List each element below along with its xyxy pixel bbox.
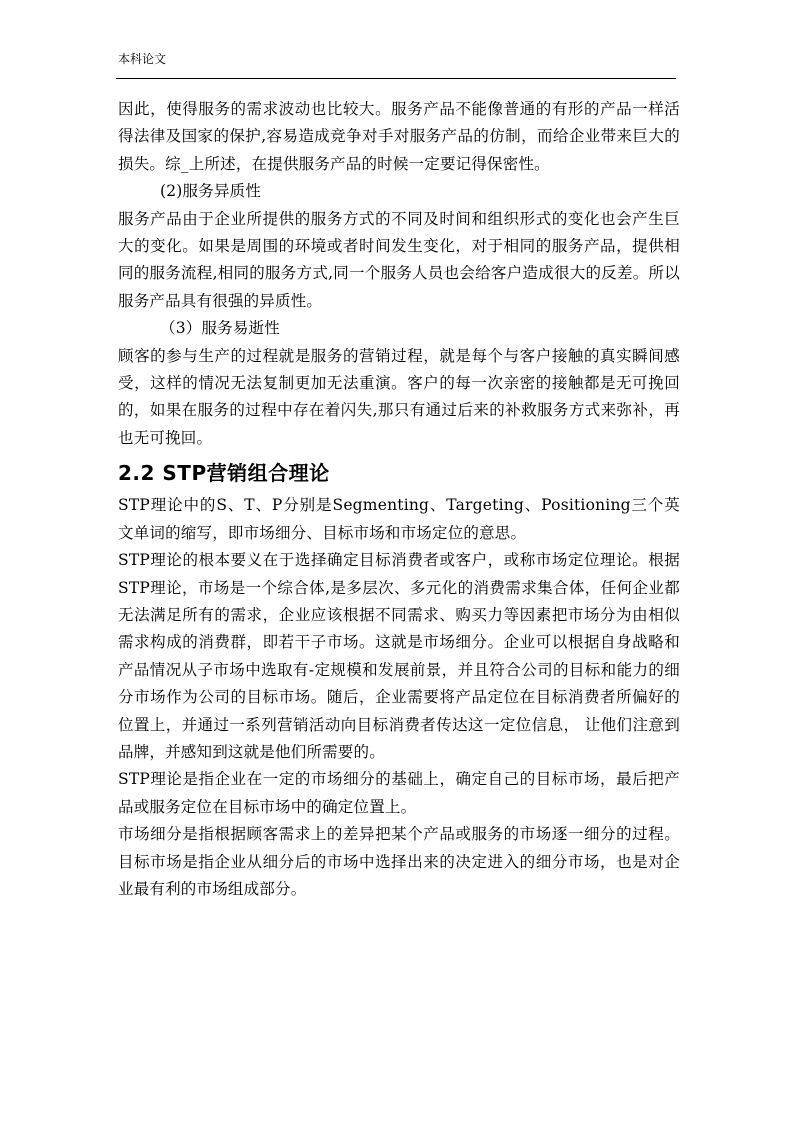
paragraph-stp-summary: STP理论是指企业在一定的市场细分的基础上，确定自己的目标市场，最后把产品或服务定位在目标市场中的确定位置上。: [118, 770, 680, 816]
paragraph-segmentation: 市场细分是指根据顾客需求上的差异把某个产品或服务的市场逐一细分的过程。目标市场是指企业从细分后的市场中选择出来的决定进入的细分市场，也是对企业最有利的市场组成部分。: [118, 825, 680, 898]
paragraph-perishability: 顾客的参与生产的过程就是服务的营销过程，就是每个与客户接触的真实瞬间感受，这样的情况无法复制更加无法重演。客户的每一次亲密的接触都是无可挽回的，如果在服务的过程中存在着闪失,那只有通过后来的补救服务方式来弥补，再也无可挽回。: [118, 346, 680, 447]
paragraph-confidentiality: 因此，使得服务的需求波动也比较大。服务产品不能像普通的有形的产品一样活得法律及国家的保护,容易造成竞争对手对服务产品的仿制，而给企业带来巨大的损失。综_上所述，在提供服务产品的时候一定要记得保密性。: [118, 100, 680, 173]
subheading-heterogeneity: (2)服务异质性: [160, 182, 262, 201]
document-body: [118, 96, 680, 903]
section-title: 2.2 STP营销组合理论: [118, 461, 330, 486]
paragraph-stp-essence: STP理论的根本要义在于选择确定目标消费者或客户，或称市场定位理论。根据STP理论，市场是一个综合体,是多层次、多元化的消费需求集合体，任何企业都无法满足所有的需求，企业应该根据不同需求、购买力等因素把市场分为由相似需求构成的消费群，即若干子市场。这就是市场细分。企业可以根据自身战略和产品情况从子市场中选取有-定规模和发展前景，并且符合公司的目标和能力的细分市场作为公司的目标市场。随后，企业需要将产品定位在目标消费者所偏好的位置上，并通过一系列营销活动向目标消费者传达这一定位信息， 让他们注意到品牌，并感知到这就是他们所需要的。: [118, 551, 680, 761]
header-divider: [116, 78, 676, 79]
subheading-perishability: （3）服务易逝性: [160, 319, 280, 338]
page-header: 本科论文: [118, 52, 167, 66]
paragraph-heterogeneity: 服务产品由于企业所提供的服务方式的不同及时间和组织形式的变化也会产生巨大的变化。如果是周围的环境或者时间发生变化，对于相同的服务产品，提供相同的服务流程,相同的服务方式,同一个服务人员也会给客户造成很大的反差。所以服务产品具有很强的异质性。: [118, 209, 680, 310]
paragraph-stp-definition: STP理论中的S、T、P分别是Segmenting、Targeting、Positioning三个英文单词的缩写，即市场细分、目标市场和市场定位的意思。: [118, 496, 680, 542]
